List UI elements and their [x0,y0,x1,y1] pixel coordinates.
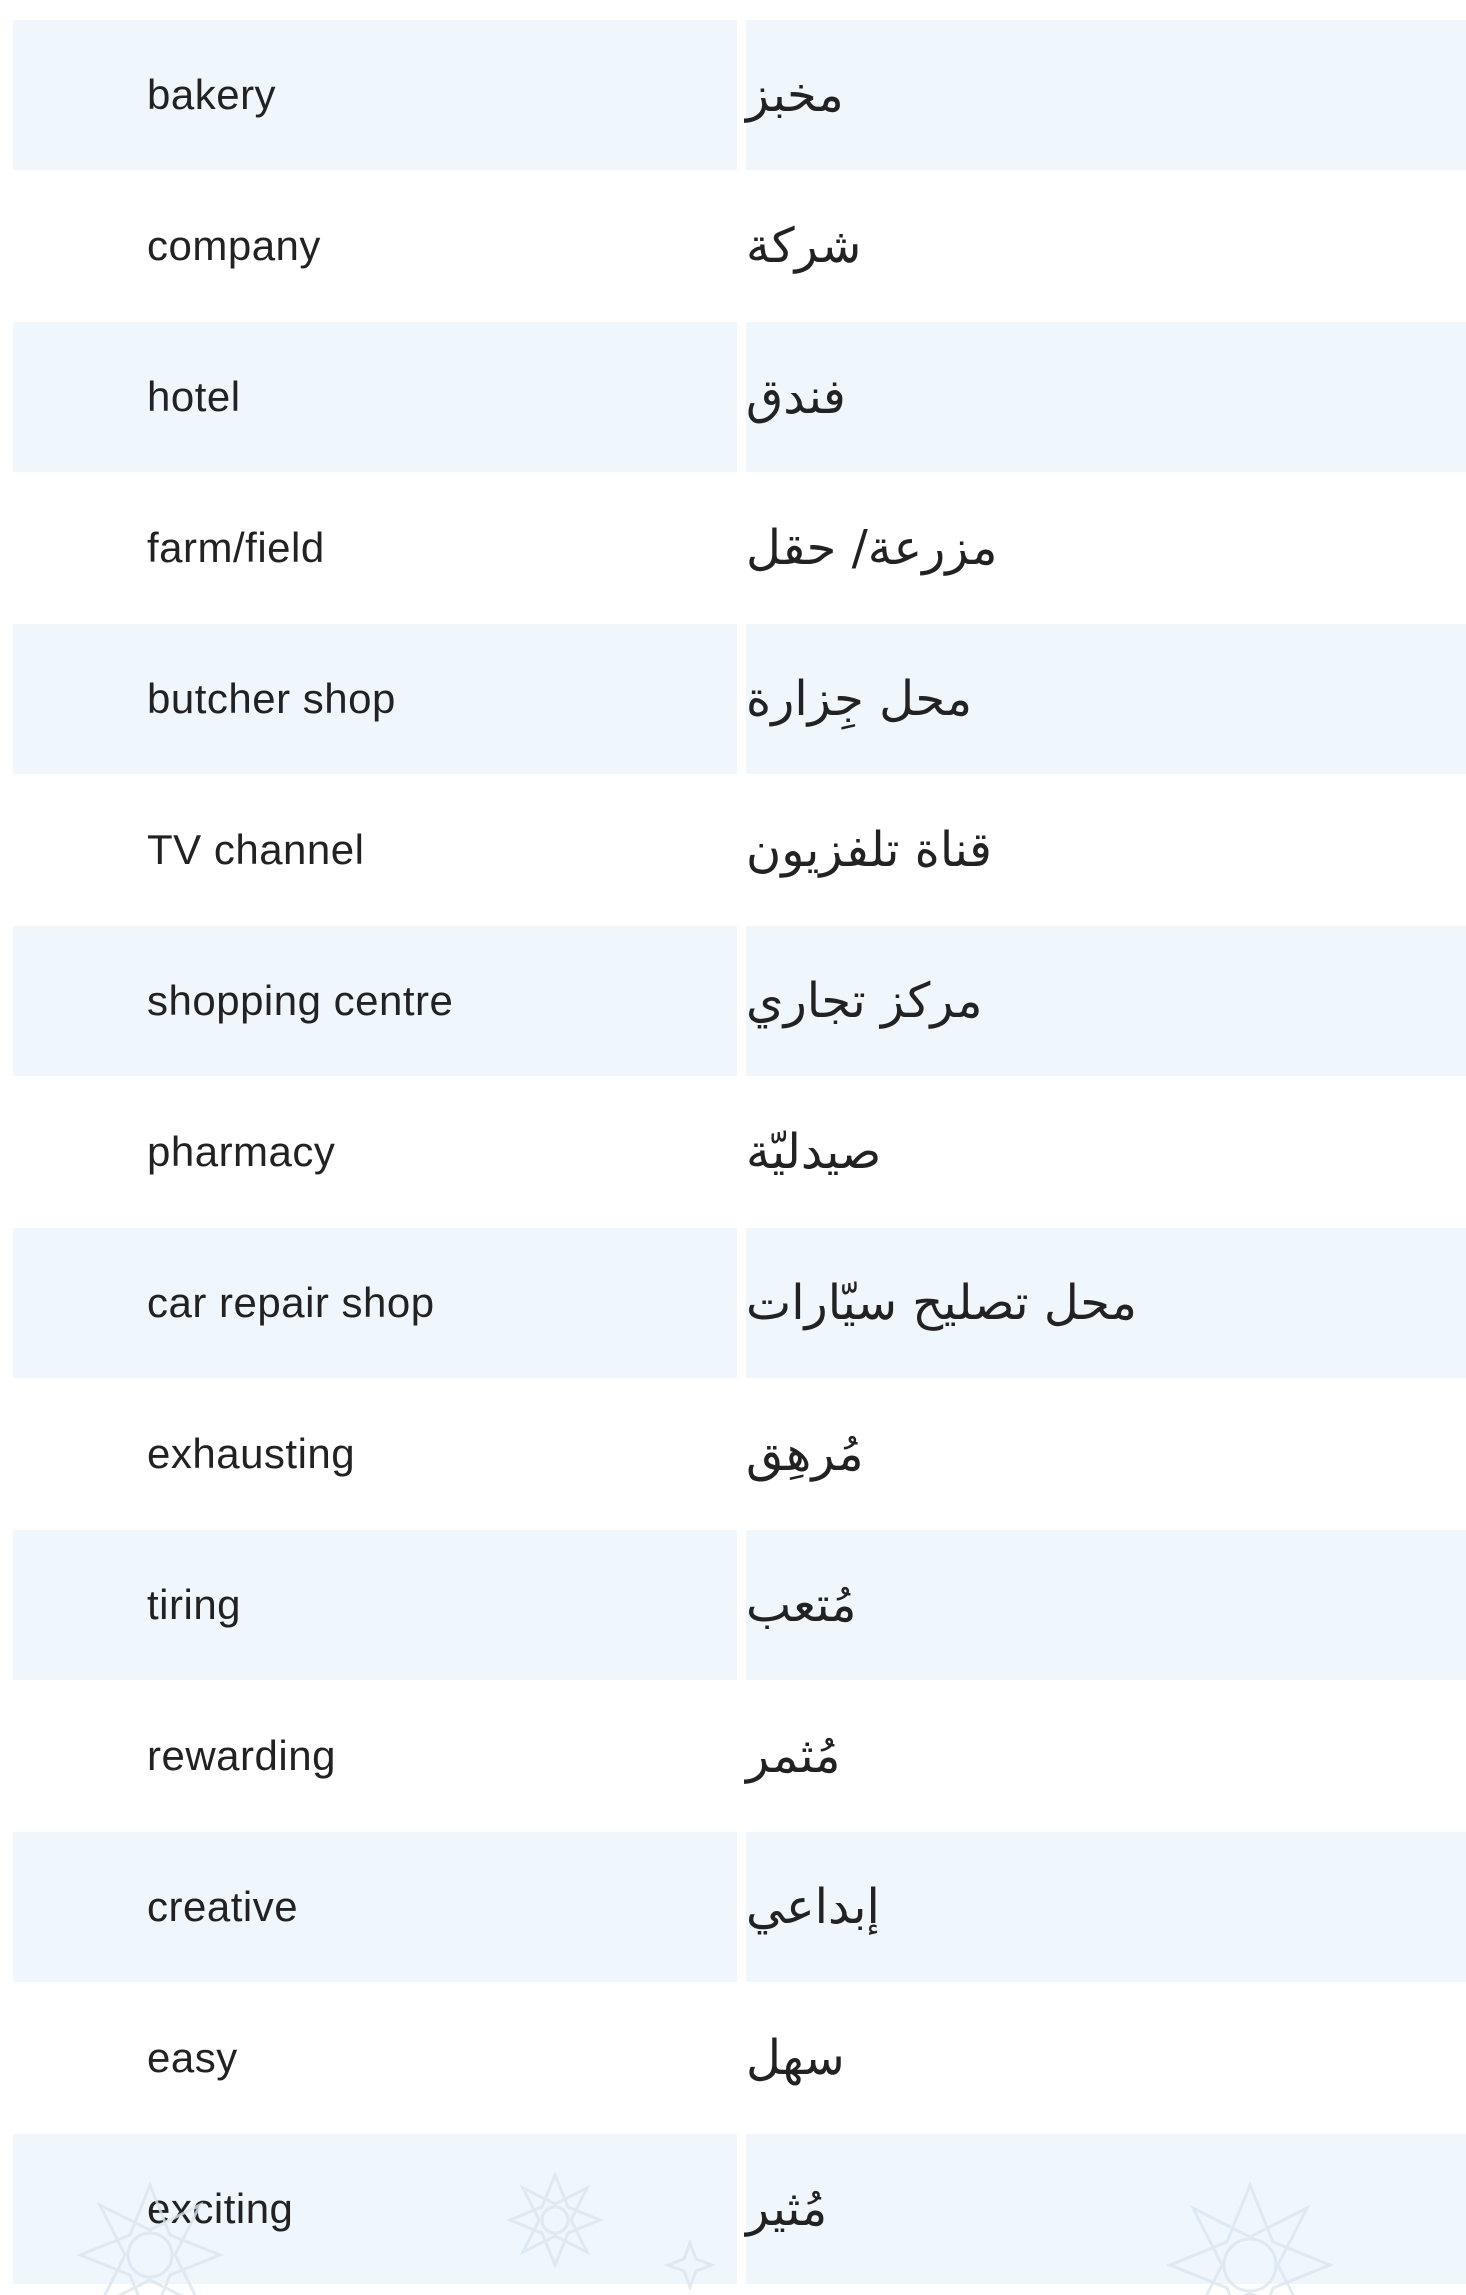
english-term: bakery [13,20,737,170]
english-term: exhausting [147,1430,356,1477]
english-term: car repair shop [13,1228,737,1378]
table-row [13,1681,1466,1831]
english-term: exciting [13,2134,737,2284]
table-row [13,1983,1466,2133]
arabic-term: قناة تلفزيون [746,822,992,878]
english-term: easy [147,2034,238,2081]
arabic-term: شركة [746,218,862,274]
table-row [13,1077,1466,1227]
arabic-term: مزرعة/ حقل [746,520,998,576]
english-term: pharmacy [147,1128,336,1175]
english-term: shopping centre [13,926,737,1076]
vocabulary-table [13,20,1466,2285]
arabic-term: محل تصليح سيّارات [746,1228,1466,1378]
english-term: TV channel [147,826,365,873]
english-term: hotel [13,322,737,472]
arabic-term: فندق [746,322,1466,472]
arabic-term: مُثير [746,2134,1466,2284]
english-term: creative [13,1832,737,1982]
table-row [13,473,1466,623]
arabic-term: مُرهِق [746,1426,864,1482]
table-row [13,1832,1466,1982]
table-row [13,624,1466,774]
table-row [13,1228,1466,1378]
table-row [13,926,1466,1076]
english-term: rewarding [147,1732,336,1779]
arabic-term: إبداعي [746,1832,1466,1982]
arabic-term: صيدليّة [746,1124,882,1180]
arabic-term: مخبز [746,20,1466,170]
english-term: company [147,222,321,269]
table-row [13,322,1466,472]
table-row [13,2134,1466,2284]
table-row [13,1530,1466,1680]
table-row [13,171,1466,321]
english-term: farm/field [147,524,325,571]
english-term: butcher shop [13,624,737,774]
english-term: tiring [13,1530,737,1680]
arabic-term: محل جِزارة [746,624,1466,774]
arabic-term: مُثمر [746,1728,841,1784]
table-row [13,20,1466,170]
arabic-term: مُتعب [746,1530,1466,1680]
arabic-term: سهل [746,2030,845,2086]
arabic-term: مركز تجاري [746,926,1466,1076]
table-row [13,775,1466,925]
table-row [13,1379,1466,1529]
